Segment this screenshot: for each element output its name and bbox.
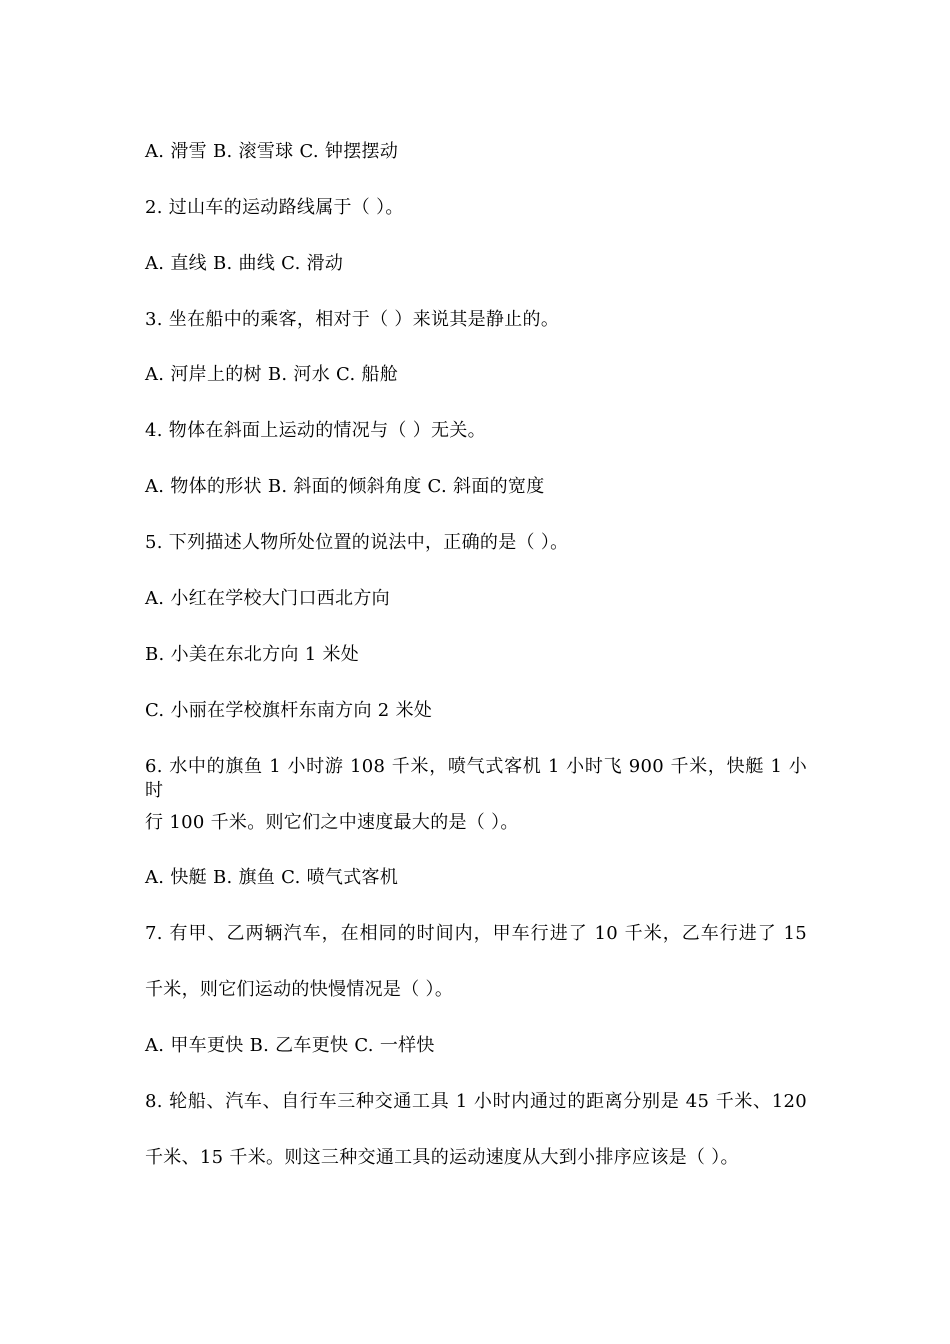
q8-question-line1: 8. 轮船、汽车、自行车三种交通工具 1 小时内通过的距离分别是 45 千米、120	[145, 1091, 807, 1112]
q2-question: 2. 过山车的运动路线属于（ ）。	[145, 197, 404, 218]
q5-option-b: B. 小美在东北方向 1 米处	[145, 644, 360, 665]
q7-options: A. 甲车更快 B. 乙车更快 C. 一样快	[145, 1035, 435, 1056]
q4-options: A. 物体的形状 B. 斜面的倾斜角度 C. 斜面的宽度	[145, 476, 545, 497]
q7-question-line2: 千米，则它们运动的快慢情况是（ ）。	[145, 979, 454, 1000]
q6-question-line2: 行 100 千米。则它们之中速度最大的是（ ）。	[145, 812, 519, 833]
q3-options: A. 河岸上的树 B. 河水 C. 船舱	[145, 364, 399, 385]
q5-option-a: A. 小红在学校大门口西北方向	[145, 588, 390, 609]
q2-options: A. 直线 B. 曲线 C. 滑动	[145, 253, 344, 274]
q1-options: A. 滑雪 B. 滚雪球 C. 钟摆摆动	[145, 141, 399, 162]
q6-question-line1: 6. 水中的旗鱼 1 小时游 108 千米，喷气式客机 1 小时飞 900 千米，快艇 1 小时	[145, 756, 807, 801]
q5-question: 5. 下列描述人物所处位置的说法中，正确的是（ ）。	[145, 532, 569, 553]
q4-question: 4. 物体在斜面上运动的情况与（ ）无关。	[145, 420, 486, 441]
q7-question-line1: 7. 有甲、乙两辆汽车，在相同的时间内，甲车行进了 10 千米，乙车行进了 15	[145, 923, 807, 944]
q6-options: A. 快艇 B. 旗鱼 C. 喷气式客机	[145, 867, 399, 888]
q5-option-c: C. 小丽在学校旗杆东南方向 2 米处	[145, 700, 433, 721]
q3-question: 3. 坐在船中的乘客，相对于（ ）来说其是静止的。	[145, 309, 560, 330]
q8-question-line2: 千米、15 千米。则这三种交通工具的运动速度从大到小排序应该是（ ）。	[145, 1147, 739, 1168]
